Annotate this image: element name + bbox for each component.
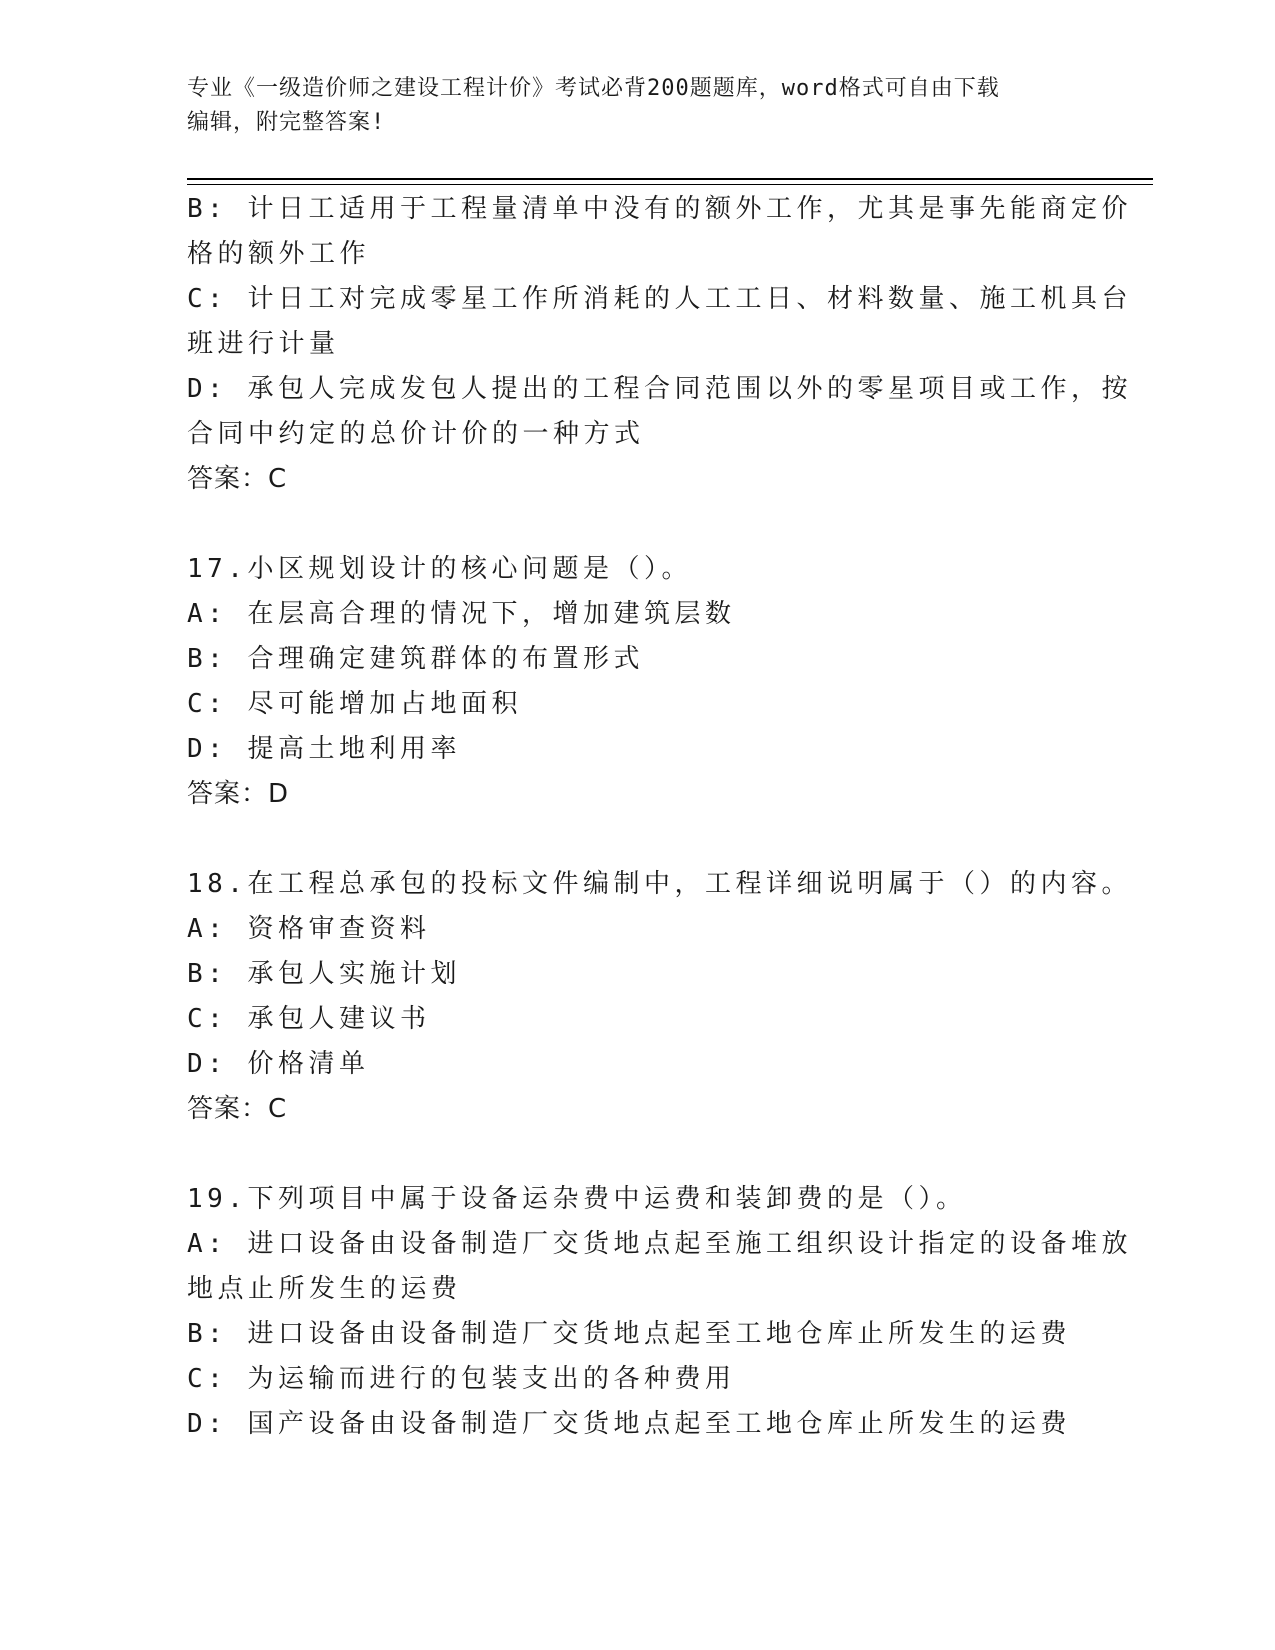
question-17 xyxy=(187,547,1087,817)
option-b: B: 承包人实施计划 xyxy=(187,959,461,989)
option-d: D: 价格清单 xyxy=(187,1049,370,1079)
answer-label: 答案：C xyxy=(187,1094,288,1124)
option-a-line-1: A: 进口设备由设备制造厂交货地点起至施工组织设计指定的设备堆放 xyxy=(187,1229,1132,1259)
header-rule-thick xyxy=(187,178,1153,180)
header-line-2: 编辑，附完整答案! xyxy=(187,110,386,135)
header-rule-thin xyxy=(187,184,1153,185)
option-c-line-2: 班进行计量 xyxy=(187,329,340,359)
header-line-1: 专业《一级造价师之建设工程计价》考试必背200题题库，word格式可自由下载 xyxy=(187,76,1000,101)
question-list xyxy=(187,187,1132,1447)
option-d: D: 国产设备由设备制造厂交货地点起至工地仓库止所发生的运费 xyxy=(187,1409,1071,1439)
option-b: B: 进口设备由设备制造厂交货地点起至工地仓库止所发生的运费 xyxy=(187,1319,1071,1349)
option-b-line-1: B: 计日工适用于工程量清单中没有的额外工作，尤其是事先能商定价 xyxy=(187,194,1132,224)
spacer xyxy=(187,502,1087,547)
option-b-line-2: 格的额外工作 xyxy=(187,239,371,269)
question-stem: 17.小区规划设计的核心问题是（）。 xyxy=(187,554,692,584)
answer-label: 答案：C xyxy=(187,464,288,494)
question-18 xyxy=(187,862,1132,1132)
document-header xyxy=(187,72,1067,140)
option-c-line-1: C: 计日工对完成零星工作所消耗的人工工日、材料数量、施工机具台 xyxy=(187,284,1132,314)
option-d-line-1: D: 承包人完成发包人提出的工程合同范围以外的零星项目或工作，按 xyxy=(187,374,1132,404)
spacer xyxy=(187,817,1087,862)
answer-label: 答案：D xyxy=(187,779,290,809)
option-a: A: 资格审查资料 xyxy=(187,914,431,944)
option-c: C: 为运输而进行的包装支出的各种费用 xyxy=(187,1364,736,1394)
option-c: C: 尽可能增加占地面积 xyxy=(187,689,522,719)
question-16-continued xyxy=(187,187,1132,502)
option-d-line-2: 合同中约定的总价计价的一种方式 xyxy=(187,419,645,449)
option-a-line-2: 地点止所发生的运费 xyxy=(187,1274,462,1304)
question-stem: 18.在工程总承包的投标文件编制中，工程详细说明属于（）的内容。 xyxy=(187,869,1132,899)
option-d: D: 提高土地利用率 xyxy=(187,734,461,764)
question-19 xyxy=(187,1177,1132,1447)
question-stem: 19.下列项目中属于设备运杂费中运费和装卸费的是（）。 xyxy=(187,1184,967,1214)
option-a: A: 在层高合理的情况下，增加建筑层数 xyxy=(187,599,736,629)
option-b: B: 合理确定建筑群体的布置形式 xyxy=(187,644,644,674)
option-c: C: 承包人建议书 xyxy=(187,1004,431,1034)
spacer xyxy=(187,1132,1087,1177)
